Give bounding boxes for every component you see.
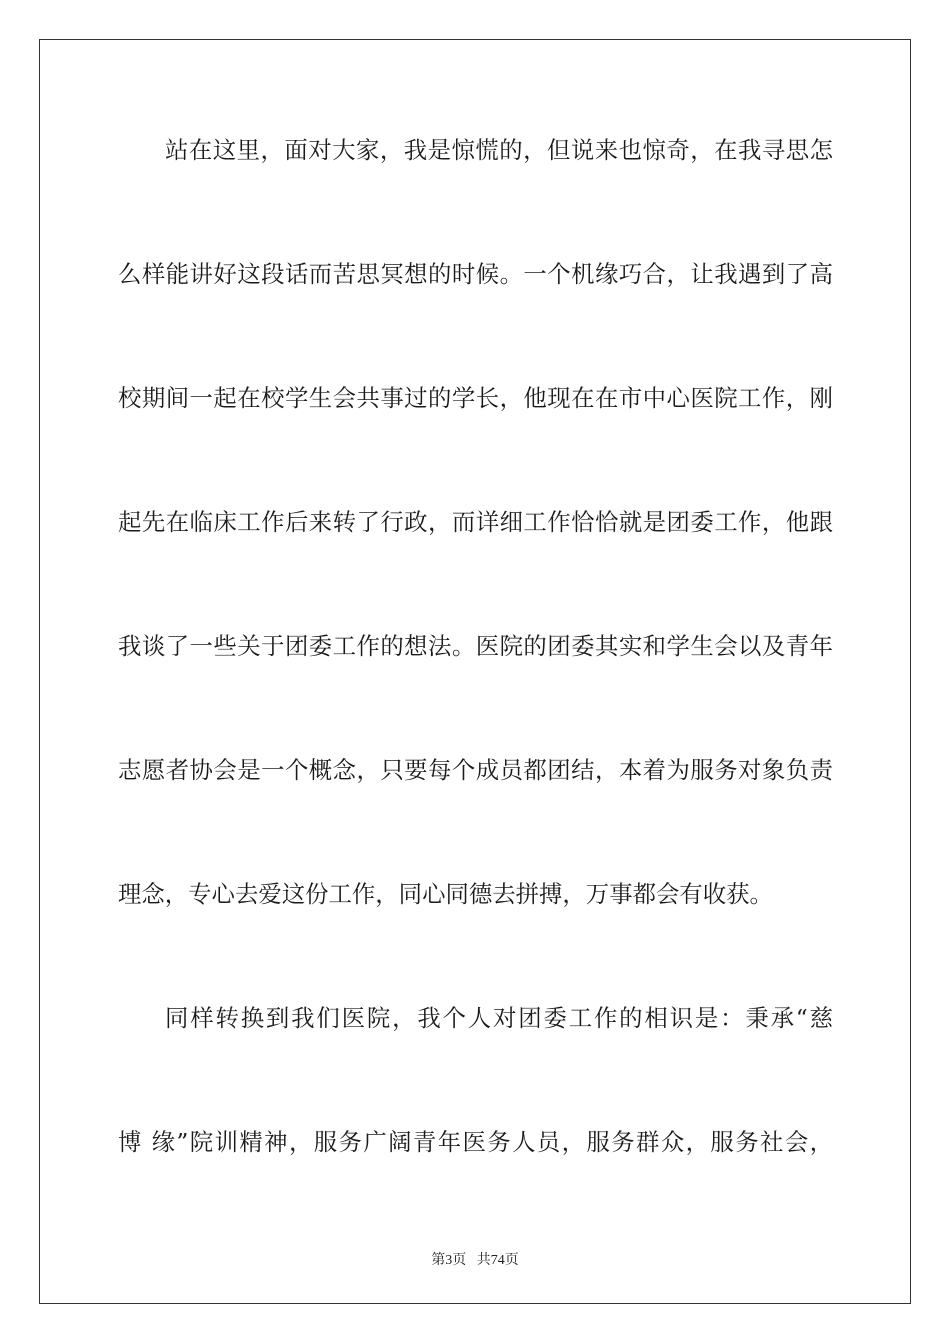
paragraph-1-line-2: 么样能讲好这段话而苦思冥想的时候。一个机缘巧合，让我遇到了高 (118, 260, 833, 288)
paragraph-1-line-4: 起先在临床工作后来转了行政，而详细工作恰恰就是团委工作，他跟 (118, 508, 833, 536)
paragraph-2-line-2: 博 缘”院训精神，服务广阔青年医务人员，服务群众，服务社会， (118, 1128, 833, 1156)
paragraph-1-line-3: 校期间一起在校学生会共事过的学长，他现在在市中心医院工作，刚 (118, 384, 833, 412)
paragraph-1-line-6: 志愿者协会是一个概念，只要每个成员都团结，本着为服务对象负责 (118, 756, 833, 784)
paragraph-1-line-5: 我谈了一些关于团委工作的想法。医院的团委其实和学生会以及青年 (118, 632, 833, 660)
total-pages: 共74页 (476, 1253, 519, 1268)
page-footer (0, 1249, 950, 1269)
paragraph-1-line-7: 理念，专心去爱这份工作，同心同德去拼搏，万事都会有收获。 (118, 880, 773, 908)
paragraph-2-line-1: 同样转换到我们医院，我个人对团委工作的相识是：秉承“慈 (165, 1004, 833, 1032)
page-number: 第3页 (431, 1253, 467, 1268)
paragraph-1-line-1: 站在这里，面对大家，我是惊慌的，但说来也惊奇，在我寻思怎 (165, 136, 833, 164)
page-border (39, 39, 911, 1304)
